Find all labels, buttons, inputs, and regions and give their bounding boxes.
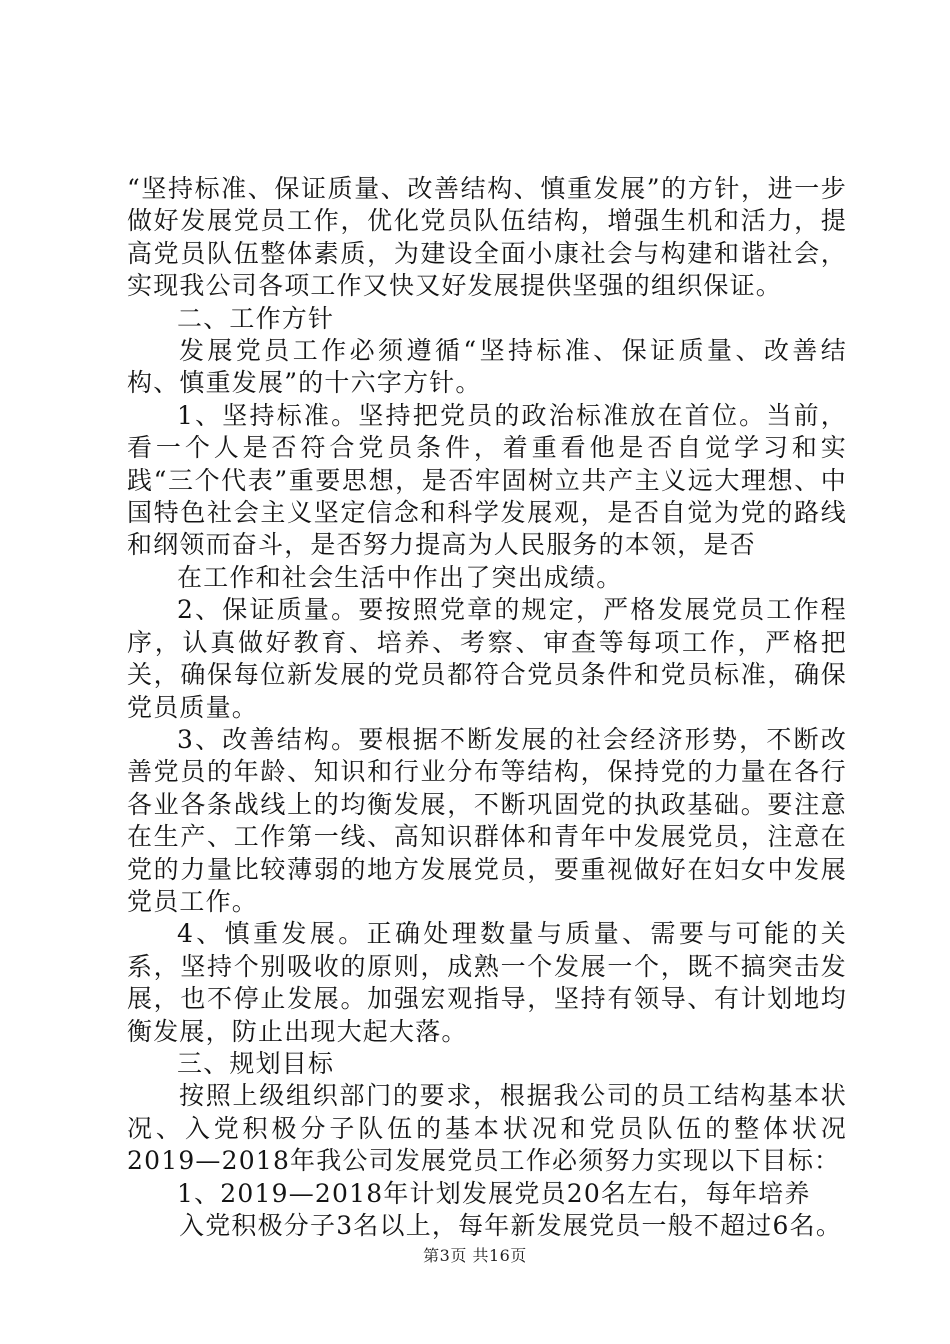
paragraph-item-1-cont: 在工作和社会生活中作出了突出成绩。 bbox=[177, 562, 623, 592]
paragraph-goal-1-cont: 入党积极分子3名以上，每年新发展党员一般不超过6名。 bbox=[179, 1211, 843, 1240]
paragraph-item-3: 3、改善结构。要根据不断发展的社会经济形势，不断改善党员的年龄、知识和行业分布等结构，保持党的力量在各行各业各条战线上的均衡发展，不断巩固党的执政基础。要注意在生产、工作第一线、高知识群体和青年中发展党员，注意在党的力量比较薄弱的地方发展党员，要重视做好在妇女中发展党员工作。 bbox=[127, 724, 847, 916]
heading-work-policy: 二、工作方针 bbox=[177, 303, 335, 333]
heading-planning-goals: 三、规划目标 bbox=[177, 1048, 335, 1078]
paragraph-goal-1: 1、2019—2018年计划发展党员20名左右，每年培养 bbox=[177, 1178, 811, 1208]
page-footer: 第3页 共16页 bbox=[423, 1246, 527, 1265]
document-body bbox=[127, 173, 847, 1242]
paragraph-intro: “坚持标准、保证质量、改善结构、慎重发展”的方针，进一步做好发展党员工作，优化党员队伍结构，增强生机和活力，提高党员队伍整体素质，为建设全面小康社会与构建和谐社会，实现我公司各项工作又快又好发展提供坚强的组织保证。 bbox=[127, 174, 847, 301]
paragraph-item-1: 1、坚持标准。坚持把党员的政治标准放在首位。当前，看一个人是否符合党员条件，着重看他是否自觉学习和实践“三个代表”重要思想，是否牢固树立共产主义远大理想、中国特色社会主义坚定信念和科学发展观，是否自觉为党的路线和纲领而奋斗，是否努力提高为人民服务的本领，是否 bbox=[127, 400, 847, 560]
paragraph-item-2: 2、保证质量。要按照党章的规定，严格发展党员工作程序，认真做好教育、培养、考察、审查等每项工作，严格把关，确保每位新发展的党员都符合党员条件和党员标准，确保党员质量。 bbox=[127, 595, 847, 722]
paragraph-policy: 发展党员工作必须遵循“坚持标准、保证质量、改善结构、慎重发展”的十六字方针。 bbox=[127, 336, 847, 398]
paragraph-goals: 按照上级组织部门的要求，根据我公司的员工结构基本状况、入党积极分子队伍的基本状况和党员队伍的整体状况2019—2018年我公司发展党员工作必须努力实现以下目标： bbox=[127, 1081, 847, 1176]
paragraph-item-4: 4、慎重发展。正确处理数量与质量、需要与可能的关系，坚持个别吸收的原则，成熟一个发展一个，既不搞突击发展，也不停止发展。加强宏观指导，坚持有领导、有计划地均衡发展，防止出现大起大落。 bbox=[127, 919, 847, 1046]
